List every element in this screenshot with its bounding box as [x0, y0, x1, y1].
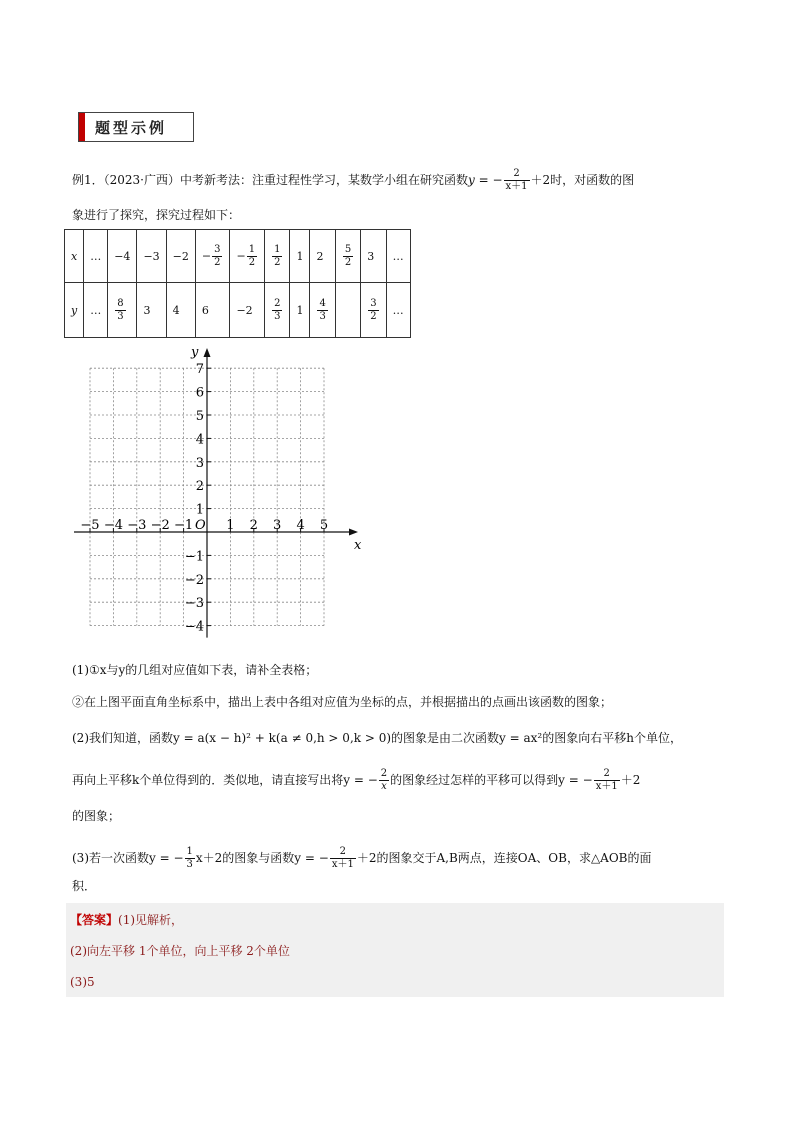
- value-table: [64, 229, 411, 338]
- x-tick-label: −2: [150, 518, 170, 533]
- q2-text-c: ＋2: [620, 773, 641, 787]
- table-cell: …: [386, 230, 410, 283]
- question-1a: (1)①x与y的几组对应值如下表，请补全表格；: [72, 663, 318, 677]
- row-y-label: y: [65, 283, 84, 338]
- question-1b: ②在上图平面直角坐标系中，描出上表中各组对应值为坐标的点，并根据描出的点画出该函数的图象；: [72, 695, 613, 709]
- q2-fraction-a: [379, 768, 389, 793]
- table-cell: −4: [108, 230, 137, 283]
- table-cell: $\frac{1}{2}$: [265, 230, 290, 283]
- x-tick-label: −4: [103, 518, 123, 533]
- table-cell: − $\frac{1}{2}$: [230, 230, 265, 283]
- table-cell: $\frac{2}{3}$: [265, 283, 290, 338]
- banner-accent-bar: [79, 113, 85, 141]
- table-cell: −2: [230, 283, 265, 338]
- q2-text-a: 再向上平移k个单位得到的．类似地，请直接写出将y = −: [72, 773, 378, 787]
- y-tick-label: 2: [195, 479, 204, 495]
- y-tick-label: 7: [195, 362, 204, 378]
- question-2-line2: [72, 768, 640, 793]
- q3-fraction-b: [330, 846, 356, 871]
- table-cell: …: [84, 230, 108, 283]
- table-cell: 1: [290, 230, 310, 283]
- x-tick-label: 5: [319, 518, 329, 533]
- answer-line-1: [70, 910, 183, 930]
- y-tick-label: 3: [195, 455, 204, 471]
- fraction-denominator: x: [381, 781, 387, 792]
- table-cell: $\frac{8}{3}$: [108, 283, 137, 338]
- y-tick-label: 1: [195, 502, 204, 518]
- fraction-numerator: 2: [504, 168, 530, 181]
- table-row-y: [65, 283, 411, 338]
- example-func-lhs: y = −: [468, 173, 503, 187]
- x-axis-arrow-icon: [349, 529, 358, 536]
- x-tick-label: −3: [127, 518, 147, 533]
- y-tick-label: −4: [184, 619, 204, 635]
- answer-tag: 【答案】: [70, 913, 119, 927]
- question-2-line3: 的图象；: [72, 809, 121, 823]
- q3-fraction-a: [185, 846, 195, 871]
- fraction-numerator: 2: [380, 768, 388, 779]
- answer-1: (1)见解析，: [118, 913, 184, 927]
- y-tick-label: 6: [195, 385, 204, 401]
- table-cell: −3: [137, 230, 166, 283]
- y-tick-label: 5: [195, 409, 204, 424]
- y-tick-label: −2: [184, 572, 204, 588]
- q3-text-a: (3)若一次函数y = −: [72, 851, 184, 865]
- table-cell: 6: [195, 283, 230, 338]
- table-cell: 3: [361, 230, 386, 283]
- y-tick-label: −3: [184, 596, 204, 612]
- q2-fraction-b: [594, 768, 620, 793]
- section-title: 题型示例: [95, 119, 168, 137]
- example-fraction: [504, 168, 530, 193]
- table-cell: − $\frac{3}{2}$: [195, 230, 230, 283]
- q3-text-c: ＋2的图象交于A,B两点，连接OA、OB，求△AOB的面: [356, 851, 652, 865]
- table-cell: $\frac{3}{2}$: [361, 283, 386, 338]
- fraction-denominator: x＋1: [505, 181, 528, 192]
- table-cell: $\frac{5}{2}$: [335, 230, 360, 283]
- y-tick-label: −1: [184, 549, 204, 565]
- table-cell: …: [84, 283, 108, 338]
- table-cell: …: [386, 283, 410, 338]
- q2-text-b: 的图象经过怎样的平移可以得到y = −: [390, 773, 593, 787]
- q3-text-b: x＋2的图象与函数y = −: [195, 851, 329, 865]
- x-tick-label: −5: [80, 518, 100, 533]
- question-3-line2: 积．: [72, 879, 97, 893]
- table-cell: 4: [166, 283, 195, 338]
- table-cell: −2: [166, 230, 195, 283]
- fraction-numerator: 2: [594, 768, 620, 781]
- x-tick-label: −1: [174, 518, 194, 533]
- example-prefix: 例1．（2023·广西）中考新考法：注重过程性学习，某数学小组在研究函数: [72, 173, 468, 187]
- x-tick-label: 4: [296, 518, 305, 533]
- table-row-x: [65, 230, 411, 283]
- table-cell: [335, 283, 360, 338]
- fraction-numerator: 1: [186, 846, 193, 857]
- table-cell: 2: [310, 230, 335, 283]
- y-axis-arrow-icon: [204, 348, 211, 357]
- example-func-rhs: ＋2时，对函数的图: [530, 173, 635, 187]
- answer-line-2: (2)向左平移 1个单位，向上平移 2个单位: [70, 944, 290, 958]
- table-cell: 1: [290, 283, 310, 338]
- origin-label: O: [195, 518, 206, 533]
- coordinate-grid: [70, 340, 370, 652]
- fraction-denominator: x＋1: [595, 781, 618, 792]
- fraction-denominator: x＋1: [331, 859, 354, 870]
- x-tick-label: 1: [226, 518, 235, 533]
- row-x-label: x: [65, 230, 84, 283]
- x-axis-label: x: [354, 538, 362, 553]
- section-banner: [78, 112, 194, 142]
- x-tick-label: 3: [273, 518, 282, 533]
- example-line-2: 象进行了探究，探究过程如下：: [72, 208, 241, 222]
- y-axis-label: y: [191, 345, 199, 360]
- table-cell: 3: [137, 283, 166, 338]
- answer-line-3: (3)5: [70, 975, 95, 989]
- fraction-numerator: 2: [330, 846, 356, 859]
- question-3-line1: [72, 846, 652, 871]
- example-line-1: [72, 168, 634, 193]
- x-tick-label: 2: [249, 518, 258, 533]
- y-tick-label: 4: [195, 432, 204, 448]
- fraction-denominator: 3: [186, 859, 193, 870]
- table-cell: $\frac{4}{3}$: [310, 283, 335, 338]
- question-2-line1: (2)我们知道，函数y = a(x − h)² + k(a ≠ 0,h > 0,k > 0)的图象是由二次函数y = ax²的图象向右平移h个单位，: [72, 731, 682, 745]
